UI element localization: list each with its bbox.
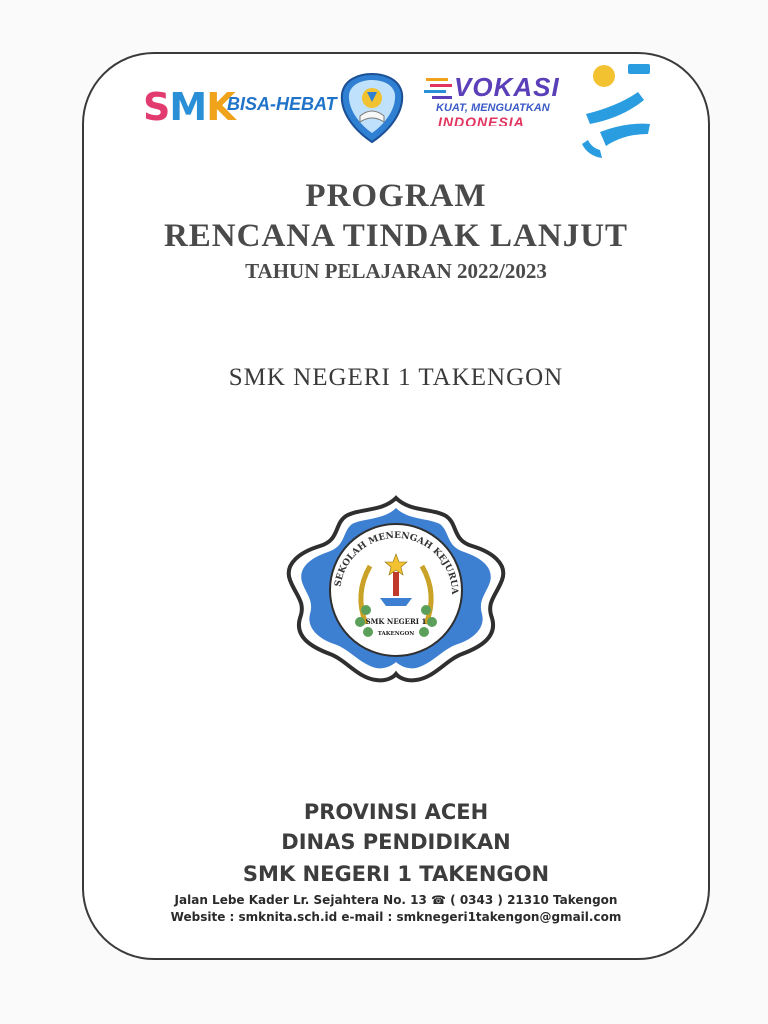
- program-title: RENCANA TINDAK LANJUT: [163, 218, 629, 254]
- vokasi-title: VOKASI: [454, 72, 560, 102]
- bisa-hebat-text: BISA-HEBAT: [227, 94, 337, 114]
- runner-logo: [578, 62, 656, 160]
- office-text: DINAS PENDIDIKAN: [281, 830, 511, 854]
- header-logos: [0, 0, 768, 170]
- svg-text:SMK NEGERI 1: SMK NEGERI 1: [365, 617, 427, 626]
- school-emblem: [282, 494, 510, 690]
- address-text: Jalan Lebe Kader Lr. Sejahtera No. 13 ☎ ( 0343 ) 21310 Takengon: [174, 893, 618, 907]
- program-heading: PROGRAM: [305, 178, 487, 214]
- academic-year: TAHUN PELAJARAN 2022/2023: [245, 259, 547, 283]
- footer-school-name: SMK NEGERI 1 TAKENGON: [242, 862, 550, 886]
- svg-text:TAKENGON: TAKENGON: [377, 631, 415, 637]
- contact-text: Website : smknita.sch.id e-mail : smknegeri1takengon@gmail.com: [170, 910, 622, 924]
- school-name-heading: SMK NEGERI 1 TAKENGON: [228, 364, 564, 391]
- smk-bisa-hebat-logo: [143, 80, 337, 142]
- province-text: PROVINSI ACEH: [303, 800, 489, 824]
- vokasi-tagline: KUAT, MENGUATKAN: [436, 102, 550, 114]
- tut-wuri-handayani-logo: [340, 72, 404, 144]
- smk-wordmark: SMK: [143, 85, 235, 129]
- svg-text:SEKOLAH MENENGAH KEJURUAN: SEKOLAH MENENGAH KEJURUA: [333, 530, 460, 595]
- vokasi-country: INDONESIA: [438, 114, 525, 126]
- vokasi-logo: [424, 72, 560, 130]
